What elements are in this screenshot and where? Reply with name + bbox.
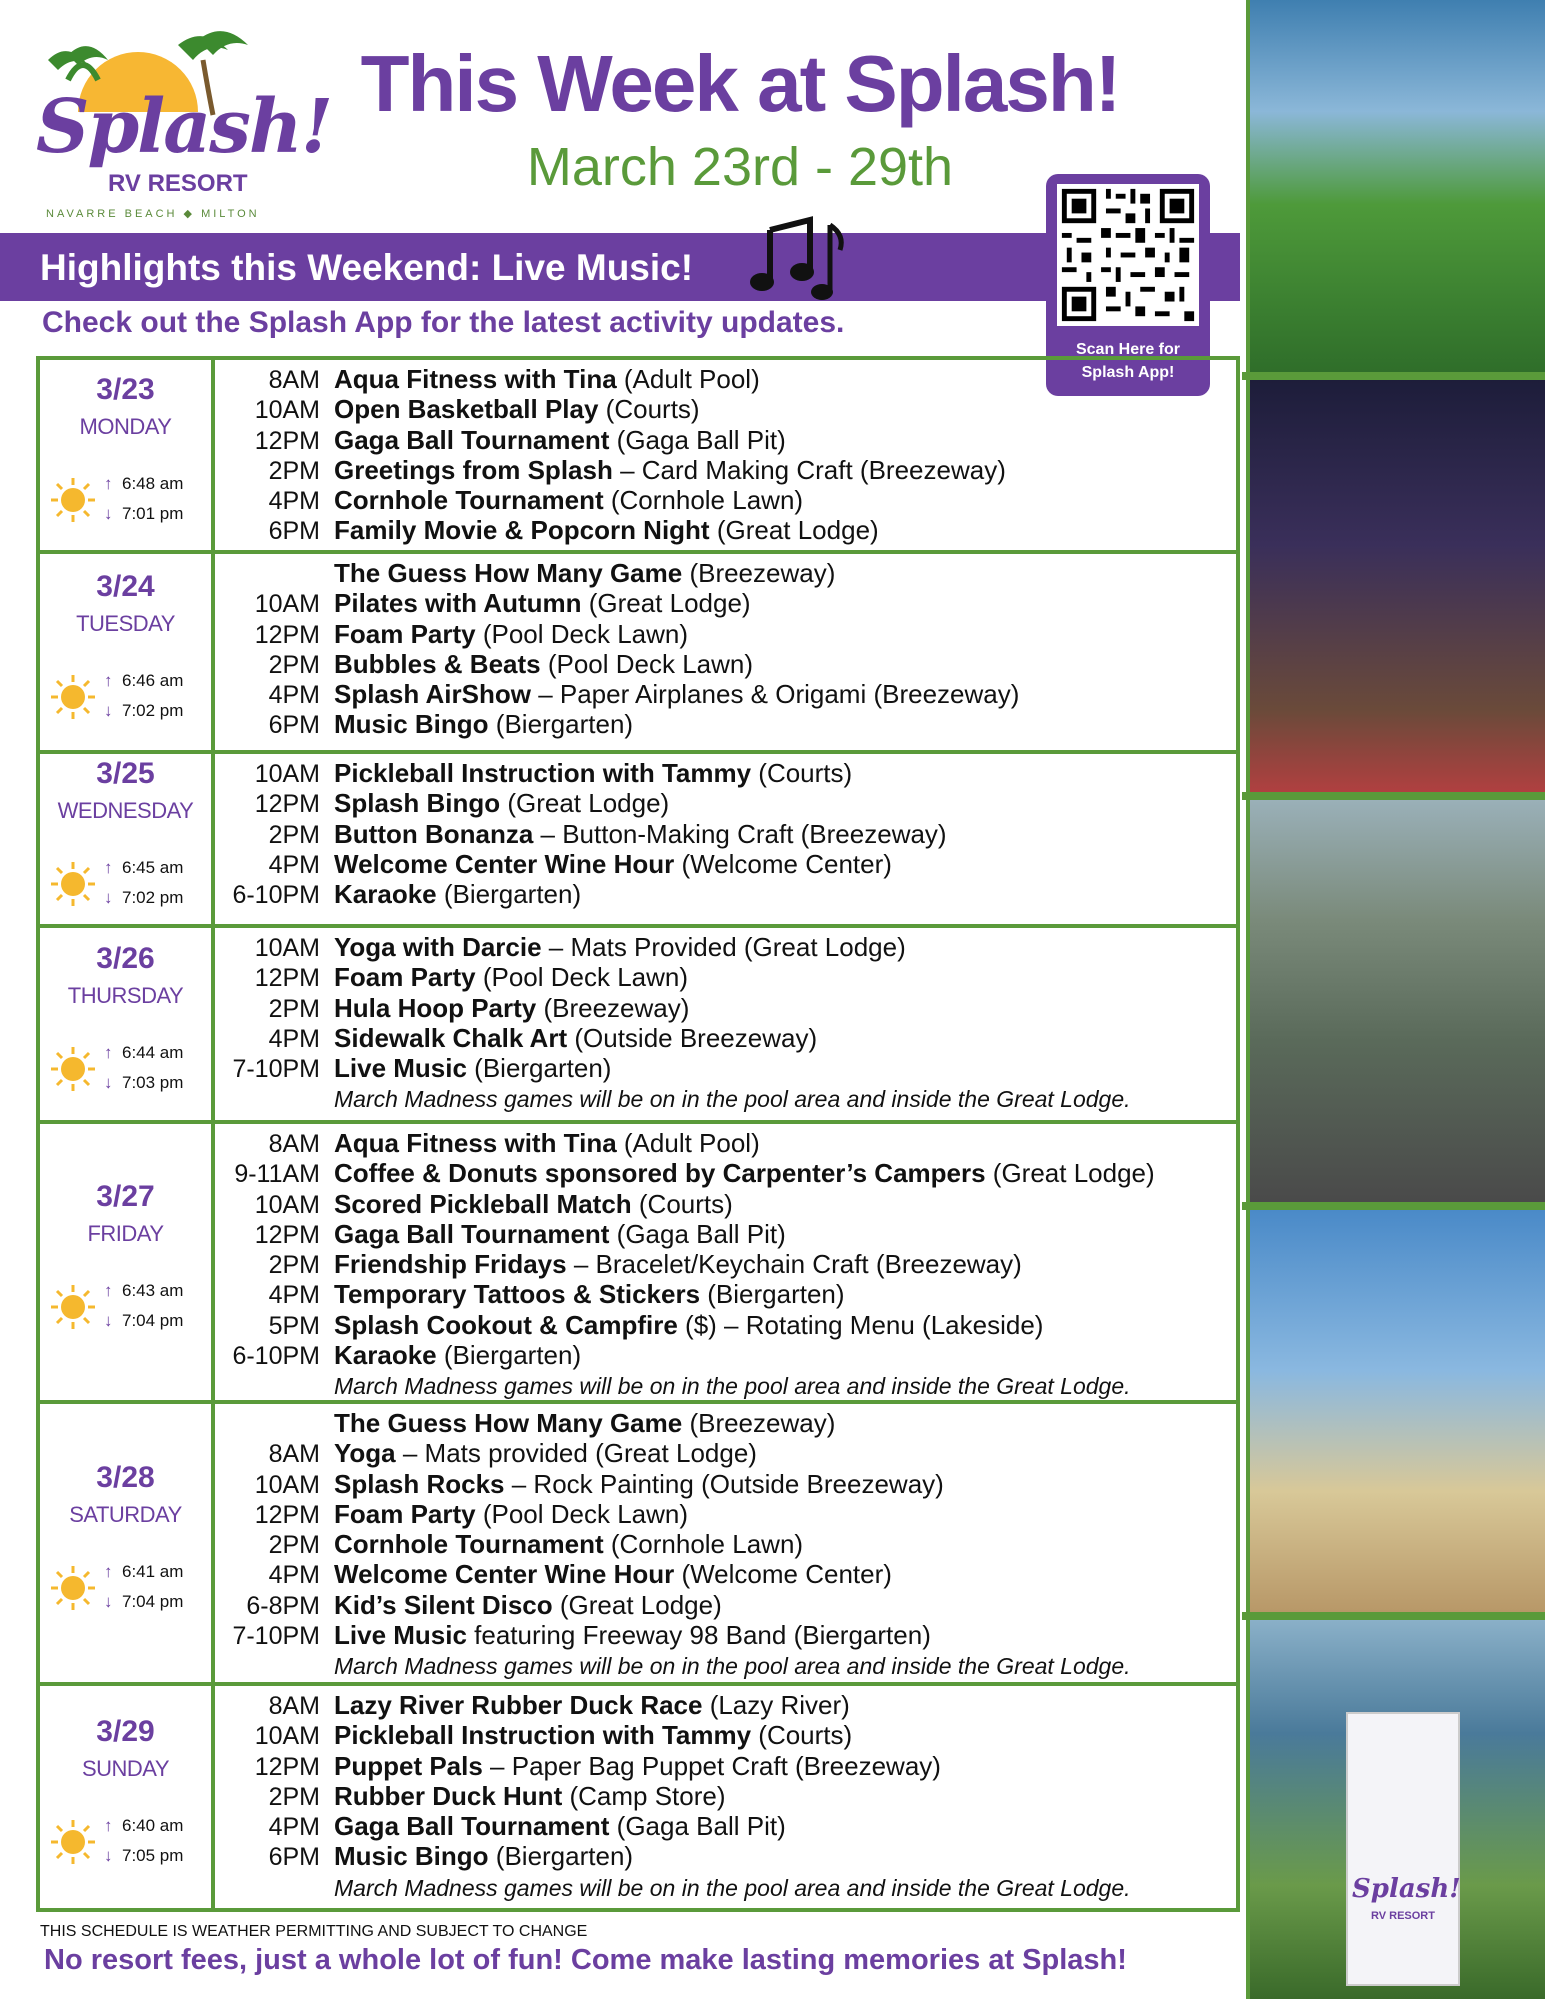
day-name: THURSDAY	[67, 983, 184, 1008]
event-row	[220, 758, 1228, 788]
sunset-time: 7:01 pm	[122, 504, 184, 523]
event-location: (Pool Deck Lawn)	[475, 962, 689, 993]
event-location: (Gaga Ball Pit)	[609, 1218, 786, 1249]
event-location: – Mats provided (Great Lodge)	[395, 1438, 757, 1469]
event-name: Coffee & Donuts sponsored by Carpenter’s Campers	[334, 1158, 986, 1189]
event-name: Splash Bingo	[334, 788, 501, 819]
date-column	[40, 928, 215, 1120]
event-location: (Camp Store)	[562, 1780, 726, 1811]
event-name: The Guess How Many Game	[334, 1408, 683, 1438]
sun-times	[104, 1038, 183, 1098]
event-time: 6-8PM	[246, 1591, 320, 1620]
arrow-down-icon: ↓	[104, 701, 113, 720]
event-name: Yoga with Darcie	[334, 932, 542, 962]
event-time: 2PM	[268, 456, 320, 485]
event-time: 10AM	[254, 1470, 320, 1499]
event-location: (Biergarten)	[436, 879, 582, 910]
event-row	[220, 679, 1228, 709]
event-row	[220, 993, 1228, 1023]
event-name: Scored Pickleball Match	[334, 1188, 632, 1219]
event-time: 4PM	[268, 1024, 320, 1053]
event-row	[220, 1189, 1228, 1219]
sun-times	[104, 1557, 183, 1617]
event-time: 12PM	[254, 1752, 320, 1781]
event-time: 7-10PM	[232, 1055, 320, 1084]
sunset-time: 7:03 pm	[122, 1073, 184, 1092]
event-time: 10AM	[254, 1190, 320, 1219]
sun-icon	[50, 1284, 96, 1330]
event-row	[220, 1053, 1228, 1083]
event-row	[220, 819, 1228, 849]
event-name: Kid’s Silent Disco	[334, 1589, 553, 1620]
weekly-schedule	[36, 356, 1240, 1912]
event-name: Button Bonanza	[334, 818, 534, 849]
event-row	[220, 1023, 1228, 1053]
date-column	[40, 1404, 215, 1682]
day-block-thursday	[36, 924, 1240, 1124]
arrow-up-icon: ↑	[104, 671, 113, 690]
sun-times	[104, 1276, 183, 1336]
sun-icon	[50, 861, 96, 907]
event-time: 10AM	[254, 934, 320, 962]
event-name: Welcome Center Wine Hour	[334, 1559, 675, 1590]
event-row	[220, 1128, 1228, 1158]
event-note-row	[220, 1872, 1228, 1902]
event-row	[220, 394, 1228, 424]
day-block-tuesday	[36, 550, 1240, 754]
event-location: (Adult Pool)	[616, 364, 760, 394]
event-name: Aqua Fitness with Tina	[334, 1128, 617, 1158]
event-location: (Courts)	[631, 1188, 733, 1219]
day-block-wednesday	[36, 750, 1240, 928]
arrow-down-icon: ↓	[104, 1073, 113, 1092]
day-date: 3/29	[96, 1715, 155, 1748]
event-row	[220, 1781, 1228, 1811]
event-name: Lazy River Rubber Duck Race	[334, 1690, 703, 1720]
event-name: Pilates with Autumn	[334, 588, 582, 619]
event-location: (Adult Pool)	[616, 1128, 760, 1158]
event-location: (Gaga Ball Pit)	[609, 1811, 786, 1842]
event-name: Rubber Duck Hunt	[334, 1780, 563, 1811]
event-row	[220, 1720, 1228, 1750]
event-list	[220, 1128, 1228, 1401]
event-time: 12PM	[254, 1500, 320, 1529]
resort-logo	[28, 20, 332, 220]
sun-icon	[50, 1046, 96, 1092]
photo-divider	[1242, 1202, 1545, 1210]
sun-times	[104, 469, 183, 529]
sunset-time: 7:02 pm	[122, 701, 184, 720]
logo-locations: NAVARRE BEACH ◆ MILTON	[46, 208, 260, 220]
event-row	[220, 1340, 1228, 1370]
day-date: 3/25	[96, 757, 155, 790]
event-location: (Courts)	[751, 1720, 853, 1751]
event-time: 12PM	[254, 620, 320, 649]
sunrise-time: 6:40 am	[122, 1816, 184, 1835]
event-row	[220, 364, 1228, 394]
arrow-down-icon: ↓	[104, 1311, 113, 1330]
event-time: 4PM	[268, 1813, 320, 1842]
event-name: Temporary Tattoos & Stickers	[334, 1279, 701, 1310]
event-time: 12PM	[254, 790, 320, 819]
event-row	[220, 962, 1228, 992]
march-madness-note: March Madness games will be on in the pool area and inside the Great Lodge.	[334, 1086, 1131, 1113]
day-date: 3/23	[96, 373, 155, 406]
weather-disclaimer: THIS SCHEDULE IS WEATHER PERMITTING AND SUBJECT TO CHANGE	[40, 1923, 588, 1940]
event-location: (Lazy River)	[702, 1690, 850, 1720]
activity-photo-kid	[1246, 0, 1545, 372]
event-name: Family Movie & Popcorn Night	[334, 515, 710, 546]
sunrise-time: 6:44 am	[122, 1043, 184, 1062]
arrow-down-icon: ↓	[104, 1592, 113, 1611]
event-time: 12PM	[254, 426, 320, 455]
event-name: Aqua Fitness with Tina	[334, 364, 617, 394]
day-name: TUESDAY	[76, 611, 175, 636]
date-range: March 23rd - 29th	[526, 137, 954, 197]
event-row	[220, 1249, 1228, 1279]
event-location: (Great Lodge)	[500, 788, 670, 819]
event-name: Gaga Ball Tournament	[334, 424, 610, 455]
event-name: Gaga Ball Tournament	[334, 1218, 610, 1249]
activity-photo-logo-sign	[1246, 1620, 1545, 1999]
event-location: (Great Lodge)	[552, 1589, 722, 1620]
sun-times	[104, 1811, 183, 1871]
event-time: 10AM	[254, 1722, 320, 1751]
event-location: (Biergarten)	[466, 1053, 612, 1084]
day-name: MONDAY	[79, 414, 172, 439]
event-row	[220, 788, 1228, 818]
sun-icon	[50, 1819, 96, 1865]
day-block-sunday	[36, 1682, 1240, 1912]
event-row	[220, 485, 1228, 515]
event-time: 5PM	[268, 1311, 320, 1340]
event-time: 2PM	[268, 1531, 320, 1560]
day-block-saturday	[36, 1400, 1240, 1686]
event-name: Hula Hoop Party	[334, 992, 537, 1023]
sunset-time: 7:02 pm	[122, 888, 184, 907]
event-time: 10AM	[254, 590, 320, 619]
event-row	[220, 1620, 1228, 1650]
date-column	[40, 360, 215, 550]
event-time: 2PM	[268, 994, 320, 1023]
event-time: 2PM	[268, 820, 320, 849]
event-note-row	[220, 1650, 1228, 1680]
event-location: – Paper Airplanes & Origami (Breezeway)	[530, 679, 1020, 710]
event-location: – Mats Provided (Great Lodge)	[541, 932, 906, 962]
event-name: The Guess How Many Game	[334, 558, 683, 588]
arrow-down-icon: ↓	[104, 1846, 113, 1865]
event-name: Music Bingo	[334, 709, 489, 740]
event-time: 4PM	[268, 1561, 320, 1590]
event-location: (Pool Deck Lawn)	[475, 618, 689, 649]
event-row	[220, 1590, 1228, 1620]
date-column	[40, 754, 215, 924]
event-name: Greetings from Splash	[334, 454, 613, 485]
event-list	[220, 1408, 1228, 1681]
event-name: Splash AirShow	[334, 679, 531, 710]
event-location: featuring Freeway 98 Band (Biergarten)	[466, 1620, 931, 1651]
event-time: 4PM	[268, 850, 320, 879]
event-name: Sidewalk Chalk Art	[334, 1022, 568, 1053]
event-time: 4PM	[268, 1281, 320, 1310]
event-note-row	[220, 1370, 1228, 1400]
event-row	[220, 1529, 1228, 1559]
event-name: Pickleball Instruction with Tammy	[334, 1720, 752, 1751]
event-location: (Welcome Center)	[674, 848, 892, 879]
arrow-up-icon: ↑	[104, 858, 113, 877]
event-location: – Card Making Craft (Breezeway)	[612, 454, 1006, 485]
event-row	[220, 1219, 1228, 1249]
event-location: – Rock Painting (Outside Breezeway)	[504, 1468, 944, 1499]
music-notes-icon	[750, 210, 860, 310]
event-name: Gaga Ball Tournament	[334, 1811, 610, 1842]
event-location: (Welcome Center)	[674, 1559, 892, 1590]
event-row	[220, 455, 1228, 485]
event-location: – Bracelet/Keychain Craft (Breezeway)	[566, 1249, 1022, 1280]
event-row	[220, 1438, 1228, 1468]
event-list	[220, 932, 1228, 1114]
event-row	[220, 588, 1228, 618]
qr-code-graphic	[1057, 184, 1199, 326]
event-time: 10AM	[254, 396, 320, 425]
event-row	[220, 709, 1228, 739]
event-location: (Biergarten)	[488, 1841, 634, 1872]
app-callout: Check out the Splash App for the latest activity updates.	[42, 306, 845, 339]
event-time: 6-10PM	[232, 1342, 320, 1371]
photo-divider	[1242, 792, 1545, 800]
event-time: 9-11AM	[234, 1160, 320, 1189]
event-row	[220, 515, 1228, 545]
event-location: – Button-Making Craft (Breezeway)	[533, 818, 947, 849]
event-location: (Courts)	[598, 394, 700, 425]
day-name: SATURDAY	[69, 1502, 182, 1527]
event-name: Splash Rocks	[334, 1468, 505, 1499]
sun-icon	[50, 674, 96, 720]
arrow-down-icon: ↓	[104, 504, 113, 523]
event-time: 4PM	[268, 681, 320, 710]
sunset-time: 7:04 pm	[122, 1311, 184, 1330]
event-location: (Cornhole Lawn)	[603, 1529, 804, 1560]
event-row	[220, 1559, 1228, 1589]
event-row	[220, 849, 1228, 879]
day-name: FRIDAY	[87, 1221, 164, 1246]
day-name: SUNDAY	[81, 1756, 170, 1781]
event-row	[220, 932, 1228, 962]
event-row	[220, 558, 1228, 588]
sunrise-time: 6:45 am	[122, 858, 184, 877]
event-time: 8AM	[268, 1692, 320, 1720]
event-note-row	[220, 1083, 1228, 1113]
arrow-down-icon: ↓	[104, 888, 113, 907]
event-row	[220, 1310, 1228, 1340]
event-time: 8AM	[268, 1440, 320, 1469]
event-list	[220, 1690, 1228, 1902]
event-location: (Pool Deck Lawn)	[540, 648, 754, 679]
activity-photo-crafts	[1246, 800, 1545, 1202]
sunset-time: 7:04 pm	[122, 1592, 184, 1611]
event-row	[220, 1158, 1228, 1188]
sunset-time: 7:05 pm	[122, 1846, 184, 1865]
event-name: Foam Party	[334, 962, 476, 993]
qr-caption-line1: Scan Here for	[1075, 341, 1181, 358]
event-location: (Biergarten)	[488, 709, 634, 740]
event-row	[220, 1690, 1228, 1720]
event-location: (Great Lodge)	[985, 1158, 1155, 1189]
event-time: 2PM	[268, 1251, 320, 1280]
event-time: 2PM	[268, 650, 320, 679]
event-time: 6PM	[268, 1843, 320, 1872]
event-name: Foam Party	[334, 1498, 476, 1529]
event-row	[220, 1279, 1228, 1309]
event-location: (Gaga Ball Pit)	[609, 424, 786, 455]
photo-divider	[1242, 372, 1545, 380]
event-name: Live Music	[334, 1620, 467, 1651]
event-location: (Outside Breezeway)	[567, 1022, 818, 1053]
arrow-up-icon: ↑	[104, 1816, 113, 1835]
arrow-up-icon: ↑	[104, 1281, 113, 1300]
day-date: 3/27	[96, 1180, 155, 1213]
event-time: 8AM	[268, 366, 320, 394]
event-name: Karaoke	[334, 1340, 437, 1371]
event-name: Puppet Pals	[334, 1750, 483, 1781]
sunrise-time: 6:48 am	[122, 474, 184, 493]
event-location: ($) – Rotating Menu (Lakeside)	[677, 1309, 1044, 1340]
photo-sign	[1346, 1712, 1460, 1986]
march-madness-note: March Madness games will be on in the pool area and inside the Great Lodge.	[334, 1653, 1131, 1680]
event-name: Yoga	[334, 1438, 396, 1469]
event-list	[220, 558, 1228, 740]
event-name: Music Bingo	[334, 1841, 489, 1872]
event-location: (Great Lodge)	[709, 515, 879, 546]
event-location: (Courts)	[751, 758, 853, 788]
date-column	[40, 1686, 215, 1908]
activity-photo-arcade	[1246, 380, 1545, 792]
highlights-text: Highlights this Weekend: Live Music!	[40, 247, 694, 288]
page-title: This Week at Splash!	[360, 39, 1120, 128]
event-location: (Biergarten)	[436, 1340, 582, 1371]
event-row	[220, 1499, 1228, 1529]
event-time: 4PM	[268, 487, 320, 516]
event-time: 8AM	[268, 1130, 320, 1158]
event-location: (Breezeway)	[536, 992, 690, 1023]
event-time: 6PM	[268, 517, 320, 546]
event-time: 7-10PM	[232, 1622, 320, 1651]
event-name: Foam Party	[334, 618, 476, 649]
event-row	[220, 649, 1228, 679]
event-list	[220, 758, 1228, 909]
event-row	[220, 1811, 1228, 1841]
event-name: Cornhole Tournament	[334, 485, 604, 516]
day-block-friday	[36, 1120, 1240, 1404]
event-location: (Biergarten)	[700, 1279, 845, 1310]
day-name: WEDNESDAY	[57, 798, 194, 823]
event-name: Bubbles & Beats	[334, 648, 541, 679]
event-row	[220, 1469, 1228, 1499]
qr-caption-line2: Splash App!	[1081, 364, 1175, 381]
event-row	[220, 879, 1228, 909]
sun-times	[104, 666, 183, 726]
event-row	[220, 1408, 1228, 1438]
event-row	[220, 425, 1228, 455]
day-date: 3/28	[96, 1461, 155, 1494]
arrow-up-icon: ↑	[104, 1562, 113, 1581]
sunrise-time: 6:41 am	[122, 1562, 184, 1581]
event-row	[220, 1751, 1228, 1781]
event-time: 12PM	[254, 964, 320, 993]
sunrise-time: 6:43 am	[122, 1281, 184, 1300]
event-location: (Cornhole Lawn)	[603, 485, 804, 516]
event-location: (Pool Deck Lawn)	[475, 1498, 689, 1529]
day-block-monday	[36, 356, 1240, 554]
date-column	[40, 554, 215, 750]
march-madness-note: March Madness games will be on in the pool area and inside the Great Lodge.	[334, 1874, 1131, 1901]
day-date: 3/24	[96, 570, 155, 603]
arrow-up-icon: ↑	[104, 474, 113, 493]
event-time: 6PM	[268, 711, 320, 740]
sign-logo: Splash!	[1352, 1874, 1461, 1904]
event-name: Friendship Fridays	[334, 1249, 567, 1280]
event-location: (Great Lodge)	[581, 588, 751, 619]
event-name: Splash Cookout & Campfire	[334, 1309, 678, 1340]
event-time: 2PM	[268, 1782, 320, 1811]
arrow-up-icon: ↑	[104, 1043, 113, 1062]
sign-logo-subtitle: RV RESORT	[1371, 1910, 1435, 1922]
qr-code[interactable]	[1057, 184, 1199, 326]
photo-divider	[1242, 1612, 1545, 1620]
footer-tagline: No resort fees, just a whole lot of fun! Come make lasting memories at Splash!	[44, 1944, 1127, 1976]
event-name: Live Music	[334, 1053, 467, 1084]
event-location: – Paper Bag Puppet Craft (Breezeway)	[482, 1750, 941, 1781]
event-time: 12PM	[254, 1220, 320, 1249]
event-row	[220, 1841, 1228, 1871]
march-madness-note: March Madness games will be on in the pool area and inside the Great Lodge.	[334, 1373, 1131, 1400]
event-name: Welcome Center Wine Hour	[334, 848, 675, 879]
sun-icon	[50, 1565, 96, 1611]
event-row	[220, 619, 1228, 649]
date-column	[40, 1124, 215, 1400]
sunrise-time: 6:46 am	[122, 671, 184, 690]
activity-photo-selfie	[1246, 1210, 1545, 1612]
event-name: Open Basketball Play	[334, 394, 599, 425]
event-name: Karaoke	[334, 879, 437, 910]
event-name: Pickleball Instruction with Tammy	[334, 758, 752, 788]
logo-wordmark: Splash!	[36, 84, 332, 170]
event-location: (Breezeway)	[682, 1408, 836, 1438]
event-name: Cornhole Tournament	[334, 1529, 604, 1560]
day-date: 3/26	[96, 942, 155, 975]
event-time: 6-10PM	[232, 881, 320, 910]
sun-icon	[50, 477, 96, 523]
event-list	[220, 364, 1228, 546]
sun-times	[104, 853, 183, 913]
event-time: 10AM	[254, 760, 320, 788]
logo-subtitle: RV RESORT	[108, 170, 248, 197]
event-location: (Breezeway)	[682, 558, 836, 588]
